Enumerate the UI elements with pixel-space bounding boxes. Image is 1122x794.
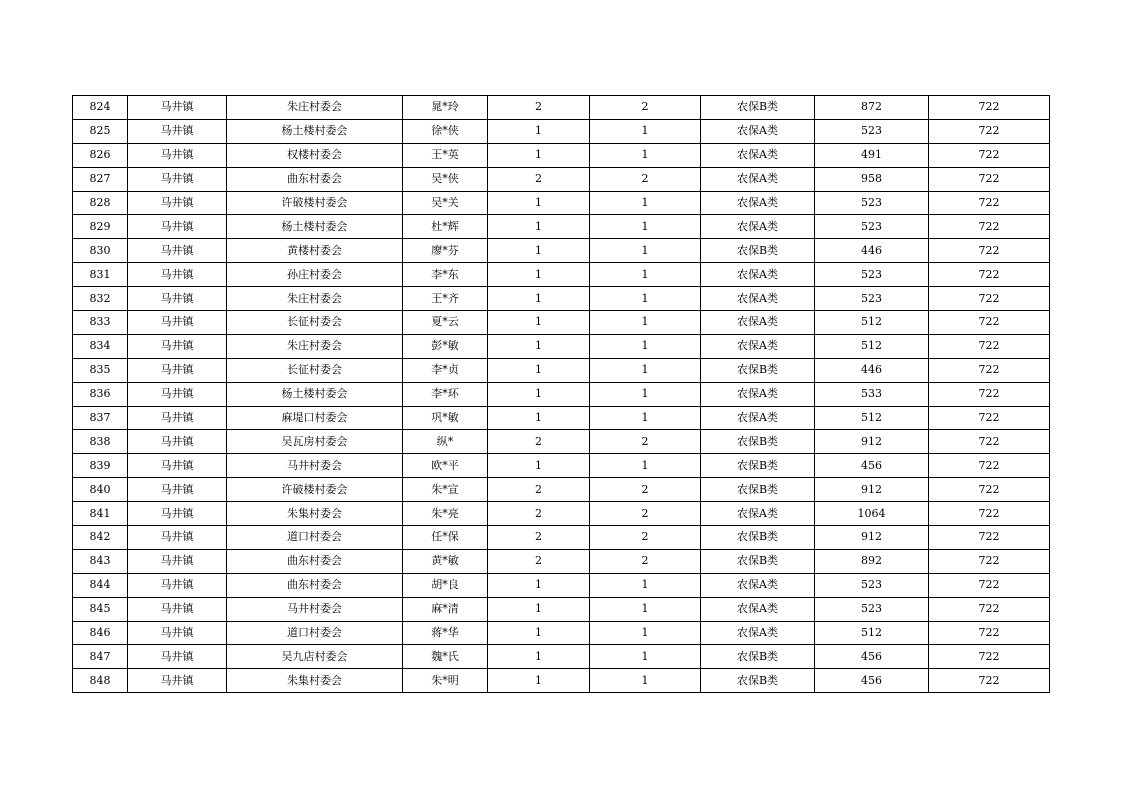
cell-amount: 892 (815, 549, 929, 573)
cell-standard: 722 (929, 478, 1050, 502)
cell-amount: 523 (815, 597, 929, 621)
cell-name: 黄*敏 (403, 549, 488, 573)
cell-household-count: 1 (488, 334, 590, 358)
cell-category: 农保B类 (701, 478, 815, 502)
cell-person-count: 2 (590, 502, 701, 526)
cell-category: 农保B类 (701, 454, 815, 478)
cell-serial-number: 840 (73, 478, 128, 502)
cell-town: 马井镇 (128, 621, 227, 645)
cell-village-committee: 麻堤口村委会 (227, 406, 403, 430)
table-row (73, 191, 1050, 215)
cell-standard: 722 (929, 382, 1050, 406)
cell-person-count: 1 (590, 669, 701, 693)
cell-amount: 912 (815, 478, 929, 502)
cell-town: 马井镇 (128, 549, 227, 573)
cell-household-count: 1 (488, 645, 590, 669)
cell-household-count: 1 (488, 215, 590, 239)
cell-amount: 456 (815, 645, 929, 669)
cell-standard: 722 (929, 502, 1050, 526)
cell-household-count: 1 (488, 573, 590, 597)
cell-category: 农保B类 (701, 358, 815, 382)
cell-name: 麻*清 (403, 597, 488, 621)
cell-standard: 722 (929, 311, 1050, 335)
cell-village-committee: 权楼村委会 (227, 143, 403, 167)
cell-category: 农保A类 (701, 311, 815, 335)
cell-amount: 512 (815, 621, 929, 645)
cell-name: 纵* (403, 430, 488, 454)
cell-person-count: 1 (590, 406, 701, 430)
cell-person-count: 2 (590, 549, 701, 573)
cell-serial-number: 828 (73, 191, 128, 215)
cell-name: 晁*玲 (403, 96, 488, 120)
table-row (73, 478, 1050, 502)
cell-serial-number: 844 (73, 573, 128, 597)
cell-standard: 722 (929, 430, 1050, 454)
cell-town: 马井镇 (128, 669, 227, 693)
cell-serial-number: 848 (73, 669, 128, 693)
table-body (73, 96, 1050, 693)
cell-town: 马井镇 (128, 430, 227, 454)
cell-town: 马井镇 (128, 597, 227, 621)
cell-town: 马井镇 (128, 119, 227, 143)
cell-category: 农保A类 (701, 382, 815, 406)
cell-standard: 722 (929, 215, 1050, 239)
cell-household-count: 1 (488, 143, 590, 167)
cell-amount: 491 (815, 143, 929, 167)
cell-town: 马井镇 (128, 358, 227, 382)
table-row (73, 669, 1050, 693)
cell-household-count: 1 (488, 311, 590, 335)
cell-serial-number: 829 (73, 215, 128, 239)
cell-village-committee: 曲东村委会 (227, 167, 403, 191)
cell-village-committee: 马井村委会 (227, 597, 403, 621)
cell-serial-number: 837 (73, 406, 128, 430)
cell-standard: 722 (929, 621, 1050, 645)
cell-town: 马井镇 (128, 454, 227, 478)
cell-person-count: 1 (590, 382, 701, 406)
cell-person-count: 1 (590, 311, 701, 335)
cell-person-count: 1 (590, 621, 701, 645)
cell-household-count: 1 (488, 406, 590, 430)
table-row (73, 406, 1050, 430)
cell-person-count: 1 (590, 239, 701, 263)
cell-serial-number: 833 (73, 311, 128, 335)
table-row (73, 382, 1050, 406)
document-page (72, 95, 1050, 693)
cell-name: 朱*明 (403, 669, 488, 693)
cell-category: 农保B类 (701, 430, 815, 454)
cell-category: 农保B类 (701, 549, 815, 573)
cell-category: 农保B类 (701, 96, 815, 120)
cell-village-committee: 长征村委会 (227, 311, 403, 335)
table-row (73, 454, 1050, 478)
cell-serial-number: 830 (73, 239, 128, 263)
cell-village-committee: 曲东村委会 (227, 573, 403, 597)
cell-amount: 446 (815, 358, 929, 382)
cell-name: 朱*亮 (403, 502, 488, 526)
cell-category: 农保A类 (701, 502, 815, 526)
cell-town: 马井镇 (128, 334, 227, 358)
cell-town: 马井镇 (128, 96, 227, 120)
cell-standard: 722 (929, 669, 1050, 693)
cell-person-count: 2 (590, 526, 701, 550)
cell-household-count: 1 (488, 358, 590, 382)
cell-amount: 912 (815, 526, 929, 550)
cell-name: 巩*敏 (403, 406, 488, 430)
cell-person-count: 1 (590, 645, 701, 669)
cell-name: 王*英 (403, 143, 488, 167)
cell-village-committee: 道口村委会 (227, 621, 403, 645)
cell-amount: 523 (815, 191, 929, 215)
cell-name: 吴*侠 (403, 167, 488, 191)
table-row (73, 573, 1050, 597)
cell-household-count: 1 (488, 119, 590, 143)
cell-amount: 533 (815, 382, 929, 406)
cell-amount: 523 (815, 215, 929, 239)
cell-amount: 456 (815, 669, 929, 693)
cell-category: 农保A类 (701, 406, 815, 430)
cell-person-count: 1 (590, 334, 701, 358)
cell-town: 马井镇 (128, 143, 227, 167)
cell-serial-number: 827 (73, 167, 128, 191)
cell-name: 王*齐 (403, 287, 488, 311)
cell-category: 农保A类 (701, 287, 815, 311)
cell-village-committee: 曲东村委会 (227, 549, 403, 573)
cell-category: 农保A类 (701, 334, 815, 358)
table-row (73, 334, 1050, 358)
cell-person-count: 1 (590, 215, 701, 239)
cell-serial-number: 831 (73, 263, 128, 287)
cell-standard: 722 (929, 406, 1050, 430)
cell-standard: 722 (929, 573, 1050, 597)
cell-standard: 722 (929, 287, 1050, 311)
cell-serial-number: 835 (73, 358, 128, 382)
cell-household-count: 1 (488, 382, 590, 406)
cell-person-count: 2 (590, 478, 701, 502)
cell-person-count: 2 (590, 96, 701, 120)
cell-village-committee: 孙庄村委会 (227, 263, 403, 287)
cell-village-committee: 许破楼村委会 (227, 478, 403, 502)
cell-town: 马井镇 (128, 167, 227, 191)
cell-category: 农保A类 (701, 215, 815, 239)
cell-amount: 958 (815, 167, 929, 191)
cell-standard: 722 (929, 167, 1050, 191)
cell-town: 马井镇 (128, 478, 227, 502)
cell-name: 夏*云 (403, 311, 488, 335)
cell-category: 农保A类 (701, 263, 815, 287)
cell-village-committee: 杨土楼村委会 (227, 119, 403, 143)
cell-person-count: 2 (590, 167, 701, 191)
cell-serial-number: 824 (73, 96, 128, 120)
cell-village-committee: 朱庄村委会 (227, 96, 403, 120)
table-row (73, 597, 1050, 621)
cell-serial-number: 825 (73, 119, 128, 143)
cell-standard: 722 (929, 358, 1050, 382)
cell-standard: 722 (929, 645, 1050, 669)
cell-town: 马井镇 (128, 239, 227, 263)
cell-category: 农保A类 (701, 119, 815, 143)
cell-town: 马井镇 (128, 191, 227, 215)
cell-village-committee: 杨土楼村委会 (227, 382, 403, 406)
cell-amount: 912 (815, 430, 929, 454)
cell-household-count: 2 (488, 549, 590, 573)
cell-person-count: 1 (590, 143, 701, 167)
cell-household-count: 1 (488, 597, 590, 621)
cell-standard: 722 (929, 549, 1050, 573)
cell-name: 李*贞 (403, 358, 488, 382)
cell-name: 欧*平 (403, 454, 488, 478)
table-row (73, 119, 1050, 143)
cell-person-count: 1 (590, 573, 701, 597)
cell-standard: 722 (929, 191, 1050, 215)
cell-town: 马井镇 (128, 406, 227, 430)
cell-household-count: 1 (488, 239, 590, 263)
cell-town: 马井镇 (128, 287, 227, 311)
table-row (73, 96, 1050, 120)
cell-serial-number: 838 (73, 430, 128, 454)
cell-category: 农保B类 (701, 526, 815, 550)
cell-village-committee: 许破楼村委会 (227, 191, 403, 215)
cell-town: 马井镇 (128, 311, 227, 335)
table-row (73, 549, 1050, 573)
cell-name: 杜*辉 (403, 215, 488, 239)
cell-household-count: 1 (488, 263, 590, 287)
cell-amount: 523 (815, 287, 929, 311)
table-row (73, 526, 1050, 550)
cell-person-count: 1 (590, 358, 701, 382)
cell-town: 马井镇 (128, 526, 227, 550)
table-row (73, 239, 1050, 263)
cell-serial-number: 846 (73, 621, 128, 645)
cell-household-count: 2 (488, 430, 590, 454)
cell-standard: 722 (929, 526, 1050, 550)
cell-amount: 512 (815, 334, 929, 358)
cell-standard: 722 (929, 119, 1050, 143)
cell-village-committee: 道口村委会 (227, 526, 403, 550)
cell-name: 蒋*华 (403, 621, 488, 645)
cell-standard: 722 (929, 334, 1050, 358)
table-row (73, 215, 1050, 239)
cell-serial-number: 847 (73, 645, 128, 669)
cell-serial-number: 842 (73, 526, 128, 550)
cell-name: 李*环 (403, 382, 488, 406)
cell-person-count: 1 (590, 454, 701, 478)
cell-household-count: 2 (488, 502, 590, 526)
cell-category: 农保A类 (701, 143, 815, 167)
cell-standard: 722 (929, 239, 1050, 263)
cell-household-count: 2 (488, 478, 590, 502)
cell-amount: 523 (815, 263, 929, 287)
table-row (73, 311, 1050, 335)
table-row (73, 502, 1050, 526)
cell-standard: 722 (929, 454, 1050, 478)
cell-serial-number: 834 (73, 334, 128, 358)
cell-standard: 722 (929, 96, 1050, 120)
cell-amount: 512 (815, 406, 929, 430)
cell-household-count: 1 (488, 454, 590, 478)
cell-category: 农保B类 (701, 669, 815, 693)
cell-village-committee: 杨土楼村委会 (227, 215, 403, 239)
cell-village-committee: 朱庄村委会 (227, 334, 403, 358)
cell-amount: 523 (815, 119, 929, 143)
cell-person-count: 2 (590, 430, 701, 454)
cell-category: 农保A类 (701, 191, 815, 215)
cell-serial-number: 836 (73, 382, 128, 406)
cell-village-committee: 朱集村委会 (227, 669, 403, 693)
cell-person-count: 1 (590, 119, 701, 143)
cell-town: 马井镇 (128, 215, 227, 239)
table-row (73, 287, 1050, 311)
cell-town: 马井镇 (128, 645, 227, 669)
cell-person-count: 1 (590, 597, 701, 621)
cell-amount: 446 (815, 239, 929, 263)
cell-standard: 722 (929, 597, 1050, 621)
cell-town: 马井镇 (128, 263, 227, 287)
cell-village-committee: 马井村委会 (227, 454, 403, 478)
data-table (72, 95, 1050, 693)
cell-name: 吴*关 (403, 191, 488, 215)
cell-household-count: 2 (488, 167, 590, 191)
table-row (73, 621, 1050, 645)
cell-household-count: 1 (488, 669, 590, 693)
cell-person-count: 1 (590, 191, 701, 215)
cell-serial-number: 845 (73, 597, 128, 621)
cell-amount: 456 (815, 454, 929, 478)
cell-household-count: 2 (488, 96, 590, 120)
cell-household-count: 1 (488, 287, 590, 311)
cell-category: 农保B类 (701, 239, 815, 263)
cell-serial-number: 826 (73, 143, 128, 167)
cell-town: 马井镇 (128, 573, 227, 597)
cell-person-count: 1 (590, 263, 701, 287)
cell-village-committee: 长征村委会 (227, 358, 403, 382)
cell-name: 李*东 (403, 263, 488, 287)
cell-serial-number: 843 (73, 549, 128, 573)
cell-category: 农保A类 (701, 621, 815, 645)
cell-person-count: 1 (590, 287, 701, 311)
cell-name: 彭*敏 (403, 334, 488, 358)
table-row (73, 167, 1050, 191)
table-row (73, 430, 1050, 454)
cell-category: 农保A类 (701, 597, 815, 621)
cell-name: 朱*宣 (403, 478, 488, 502)
cell-amount: 512 (815, 311, 929, 335)
cell-amount: 1064 (815, 502, 929, 526)
cell-amount: 523 (815, 573, 929, 597)
cell-village-committee: 黄楼村委会 (227, 239, 403, 263)
cell-name: 徐*侠 (403, 119, 488, 143)
cell-amount: 872 (815, 96, 929, 120)
cell-village-committee: 吴瓦房村委会 (227, 430, 403, 454)
cell-village-committee: 吴九店村委会 (227, 645, 403, 669)
cell-village-committee: 朱集村委会 (227, 502, 403, 526)
cell-town: 马井镇 (128, 382, 227, 406)
cell-standard: 722 (929, 263, 1050, 287)
cell-village-committee: 朱庄村委会 (227, 287, 403, 311)
cell-name: 胡*良 (403, 573, 488, 597)
cell-standard: 722 (929, 143, 1050, 167)
cell-name: 魏*氏 (403, 645, 488, 669)
cell-name: 廖*芬 (403, 239, 488, 263)
cell-name: 任*保 (403, 526, 488, 550)
cell-serial-number: 839 (73, 454, 128, 478)
table-row (73, 645, 1050, 669)
cell-category: 农保A类 (701, 167, 815, 191)
cell-household-count: 2 (488, 526, 590, 550)
cell-household-count: 1 (488, 191, 590, 215)
cell-town: 马井镇 (128, 502, 227, 526)
cell-serial-number: 841 (73, 502, 128, 526)
table-row (73, 143, 1050, 167)
cell-category: 农保A类 (701, 573, 815, 597)
cell-serial-number: 832 (73, 287, 128, 311)
cell-category: 农保B类 (701, 645, 815, 669)
table-row (73, 263, 1050, 287)
cell-household-count: 1 (488, 621, 590, 645)
table-row (73, 358, 1050, 382)
